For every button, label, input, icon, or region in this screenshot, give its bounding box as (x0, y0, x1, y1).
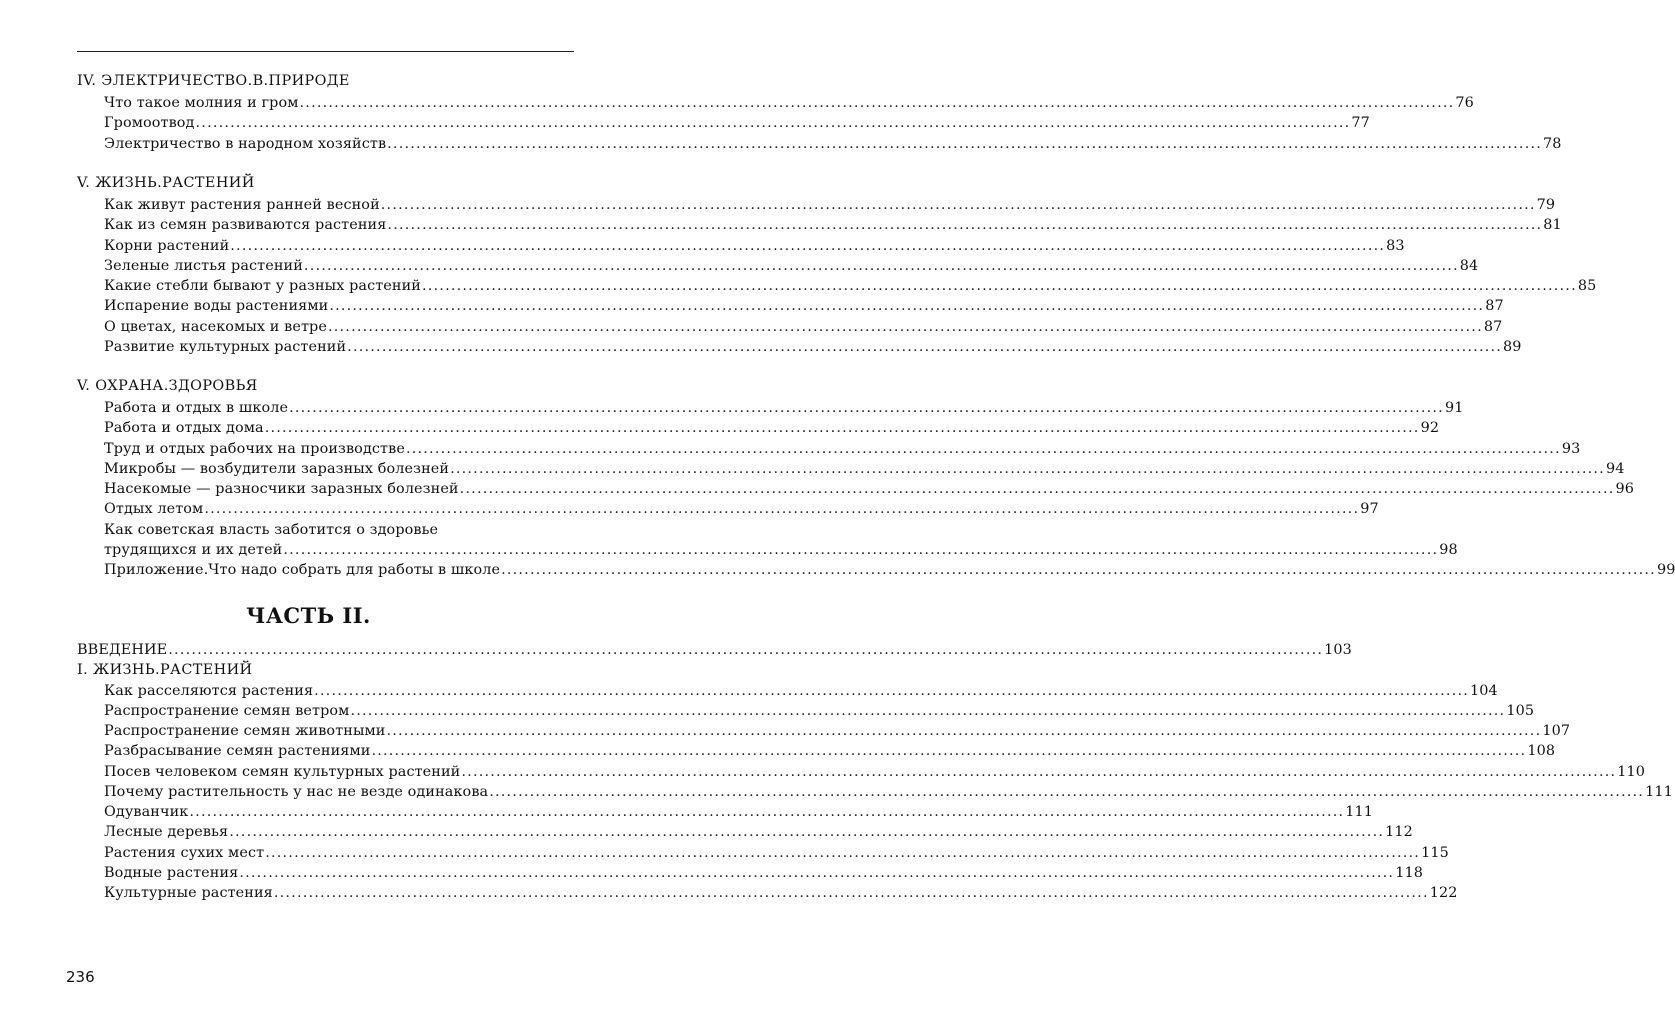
toc-entry-page: 96 (1615, 481, 1635, 497)
toc-entry (104, 863, 1423, 883)
toc-entry-title: Растения сухих мест (104, 844, 265, 861)
toc-leader-dots: ........................................................................................................................................................................................................ (405, 440, 1561, 457)
toc-leader-dots: ........................................................................................................................................................................................................ (303, 257, 1459, 274)
toc-leader-dots: ........................................................................................................................................................................................................ (371, 743, 1527, 760)
toc-entry (104, 701, 1535, 721)
toc-entry (104, 236, 1405, 256)
toc-entry-page: 79 (1536, 197, 1556, 213)
toc-leader-dots: ........................................................................................................................................................................................................ (230, 237, 1386, 254)
toc-leader-dots: ........................................................................................................................................................................................................ (204, 501, 1360, 518)
toc-entry-title: Громоотвод (104, 115, 195, 132)
toc-entry (104, 439, 1581, 459)
toc-entry-page: 103 (1324, 642, 1352, 658)
toc-entry-page: 105 (1506, 702, 1535, 719)
toc-entry-title: Распространение семян ветром (104, 702, 350, 719)
section-heading: I. ЖИЗНЬ.РАСТЕНИЙ (77, 662, 253, 679)
toc-entry (104, 721, 1571, 741)
toc-entry-title: Отдых летом (104, 501, 204, 518)
toc-leader-dots: ........................................................................................................................................................................................................ (329, 298, 1485, 315)
toc-entry-title: Лесные деревья (104, 824, 229, 841)
toc-entry (104, 479, 1635, 499)
toc-leader-dots: ........................................................................................................................................................................................................ (489, 783, 1645, 800)
toc-entry-page: 104 (1470, 682, 1498, 699)
toc-entry-page: 77 (1351, 115, 1370, 132)
toc-leader-dots: ........................................................................................................................................................................................................ (380, 197, 1536, 213)
toc-entry-title: Развитие культурных растений (104, 338, 347, 355)
toc-entry-title: трудящихся и их детей (104, 541, 283, 558)
toc-leader-dots: ........................................................................................................................................................................................................ (459, 481, 1615, 497)
toc-leader-dots: ........................................................................................................................................................................................................ (229, 824, 1385, 841)
toc-entry-page: 81 (1543, 217, 1562, 234)
toc-entry (104, 499, 1379, 519)
toc-entry-title: Труд и отдых рабочих на производстве (104, 440, 405, 457)
toc-entry-title: Водные растения (104, 864, 239, 881)
toc-entry-page: 84 (1459, 257, 1479, 274)
toc-entry-page: 97 (1360, 501, 1379, 518)
toc-entry (104, 93, 1474, 113)
toc-entry (104, 782, 1673, 802)
toc-leader-dots: ........................................................................................................................................................................................................ (387, 217, 1543, 234)
toc-leader-dots: ........................................................................................................................................................................................................ (350, 702, 1506, 719)
toc-entry-page: 111 (1345, 804, 1374, 820)
toc-entry (104, 296, 1504, 316)
section-heading: IV. ЭЛЕКТРИЧЕСТВО.В.ПРИРОДЕ (77, 73, 350, 89)
toc-entry (104, 540, 1458, 560)
toc-entry-page: 94 (1605, 460, 1625, 477)
part-title: ЧАСТЬ II. (246, 603, 371, 628)
section-heading: V. ОХРАНА.ЗДОРОВЬЯ (77, 378, 258, 394)
toc-entry-page: 91 (1444, 400, 1464, 416)
toc-entry-title: Как живут растения ранней весной (104, 197, 380, 213)
toc-entry-title: Одуванчик (104, 804, 189, 820)
toc-entry-title: Работа и отдых дома (104, 420, 264, 437)
toc-leader-dots: ........................................................................................................................................................................................................ (273, 885, 1429, 901)
toc-entry (104, 741, 1556, 761)
toc-entry (104, 317, 1503, 337)
page-number: 236 (66, 968, 95, 986)
toc-entry-title: Культурные растения (104, 885, 273, 901)
toc-entry (104, 520, 574, 540)
toc-leader-dots: ........................................................................................................................................................................................................ (168, 642, 1324, 658)
toc-entry-page: 85 (1577, 278, 1597, 294)
toc-entry-title: Корни растений (104, 237, 230, 254)
toc-leader-dots: ........................................................................................................................................................................................................ (189, 804, 1345, 820)
toc-entry-page: 118 (1395, 864, 1423, 881)
toc-entry-page: 107 (1542, 723, 1571, 739)
toc-leader-dots: ........................................................................................................................................................................................................ (327, 318, 1483, 335)
toc-entry (104, 459, 1625, 479)
toc-entry (104, 418, 1440, 438)
toc-entry-title: Что такое молния и гром (104, 95, 299, 111)
toc-entry-title: О цветах, насекомых и ветре (104, 318, 327, 335)
toc-entry-page: 76 (1455, 95, 1474, 111)
toc-leader-dots: ........................................................................................................................................................................................................ (501, 562, 1656, 578)
toc-entry-page: 110 (1617, 763, 1646, 780)
toc-entry-title: Зеленые листья растений (104, 257, 303, 274)
toc-entry (104, 843, 1449, 863)
toc-entry-page: 122 (1429, 885, 1458, 901)
toc-leader-dots: ........................................................................................................................................................................................................ (461, 763, 1617, 780)
toc-leader-dots: ........................................................................................................................................................................................................ (239, 864, 1395, 881)
toc-entry-page: 98 (1439, 541, 1458, 558)
toc-leader-dots: ........................................................................................................................................................................................................ (299, 95, 1455, 111)
toc-entry-page: 108 (1527, 743, 1556, 760)
toc-entry (104, 215, 1562, 235)
toc-leader-dots: ........................................................................................................................................................................................................ (289, 400, 1444, 416)
toc-leader-dots: ........................................................................................................................................................................................................ (386, 723, 1542, 739)
toc-entry (104, 256, 1479, 276)
toc-entry-title: Электричество в народном хозяйств (104, 135, 387, 152)
toc-leader-dots: ........................................................................................................................................................................................................ (314, 682, 1469, 699)
toc-entry-page: 99 (1656, 562, 1675, 578)
toc-entry (104, 560, 1675, 580)
toc-entry-title: Почему растительность у нас не везде одинакова (104, 783, 489, 800)
toc-leader-dots: ........................................................................................................................................................................................................ (195, 115, 1351, 132)
toc-entry-page: 111 (1645, 783, 1673, 800)
toc-entry (104, 681, 1498, 701)
toc-entry-page: 89 (1503, 338, 1522, 355)
toc-entry-page: 83 (1386, 237, 1405, 254)
toc-entry-title: Как из семян развиваются растения (104, 217, 387, 234)
toc-leader-dots: ........................................................................................................................................................................................................ (283, 541, 1439, 558)
toc-entry (104, 195, 1556, 215)
toc-entry-title: ВВЕДЕНИЕ (77, 642, 168, 658)
toc-entry-title: Как советская власть заботится о здоровье (104, 521, 439, 538)
toc-entry (104, 276, 1597, 296)
toc-entry-title: Посев человеком семян культурных растений (104, 763, 461, 780)
toc-entry (104, 398, 1464, 418)
section-heading: V. ЖИЗНЬ.РАСТЕНИЙ (77, 175, 255, 191)
toc-entry-page: 93 (1561, 440, 1581, 457)
toc-entry-title: Микробы — возбудители заразных болезней (104, 460, 450, 477)
toc-entry-page: 87 (1483, 318, 1503, 335)
toc-entry-title: Какие стебли бывают у разных растений (104, 278, 421, 294)
toc-entry-page: 115 (1421, 844, 1449, 861)
toc-entry-page: 112 (1385, 824, 1413, 841)
toc-entry-title: Насекомые — разносчики заразных болезней (104, 481, 459, 497)
toc-entry-title: Приложение.Что надо собрать для работы в школе (104, 562, 501, 578)
toc-entry-page: 87 (1485, 298, 1504, 315)
toc-entry-title: Разбрасывание семян растениями (104, 743, 371, 760)
toc-leader-dots: ........................................................................................................................................................................................................ (421, 278, 1577, 294)
toc-entry (104, 762, 1646, 782)
toc-entry-page: 92 (1420, 420, 1440, 437)
toc-leader-dots: ........................................................................................................................................................................................................ (265, 844, 1421, 861)
toc-entry (104, 113, 1370, 133)
toc-entry-title: Распространение семян животными (104, 723, 386, 739)
toc-entry-title: Как расселяются растения (104, 682, 314, 699)
toc-entry (104, 822, 1413, 842)
toc-entry-title: Испарение воды растениями (104, 298, 329, 315)
toc-entry-title: Работа и отдых в школе (104, 400, 289, 416)
toc-entry (104, 337, 1522, 357)
toc-leader-dots: ........................................................................................................................................................................................................ (450, 460, 1605, 477)
toc-entry (104, 802, 1374, 822)
toc-entry (77, 640, 1352, 660)
toc-leader-dots: ........................................................................................................................................................................................................ (347, 338, 1503, 355)
toc-entry (104, 134, 1562, 154)
toc-entry (104, 883, 1458, 903)
toc-entry-page: 78 (1543, 135, 1562, 152)
toc-leader-dots: ........................................................................................................................................................................................................ (264, 420, 1420, 437)
top-rule (77, 51, 574, 52)
toc-leader-dots: ........................................................................................................................................................................................................ (387, 135, 1543, 152)
